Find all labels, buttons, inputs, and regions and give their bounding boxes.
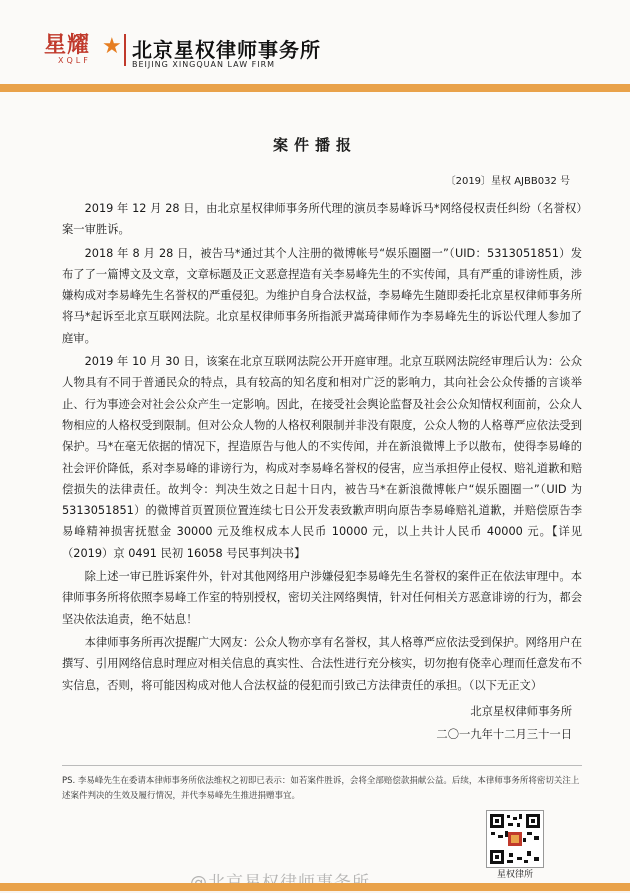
sign-date: 二〇一九年十二月三十一日 xyxy=(436,728,572,741)
firm-name-en: BEIJING XINGQUAN LAW FIRM xyxy=(132,60,276,69)
document-body xyxy=(62,198,582,698)
footer-divider xyxy=(62,765,582,766)
paragraph: 除上述一审已胜诉案件外，针对其他网络用户涉嫌侵犯李易峰先生名誉权的案件正在依法审理中。本律师事务所将依照李易峰工作室的特别授权，密切关注网络舆情，针对任何相关方恶意诽谤的行为，都会坚决依法追责，绝不姑息！ xyxy=(62,570,582,626)
postscript: PS. 李易峰先生在委请本律师事务所依法维权之初即已表示：如若案件胜诉，会将全部赔偿款捐献公益。后续，本律师事务所将密切关注上述案件判决的生效及履行情况，并代李易峰先生推进捐赠事宜。 xyxy=(62,776,580,801)
document-number: 〔2019〕星权 AJBB032 号 xyxy=(445,176,570,187)
firm-name-cn: 北京星权律师事务所 xyxy=(132,38,321,62)
logo-latin-text: XQLF xyxy=(58,56,91,65)
letterhead xyxy=(0,0,630,92)
qr-caption: 星权律所 xyxy=(496,870,533,880)
logo-chinese-text: 星耀 xyxy=(44,33,91,58)
signer: 北京星权律师事务所 xyxy=(470,705,572,718)
star-icon: ★ xyxy=(102,34,122,59)
footer-accent-bar xyxy=(0,883,630,891)
paragraph: 2019 年 12 月 28 日，由北京星权律师事务所代理的演员李易峰诉马*网络侵权责任纠纷（名誉权）案一审胜诉。 xyxy=(62,202,582,237)
qr-code[interactable] xyxy=(486,810,544,868)
header-accent-bar xyxy=(0,84,630,92)
firm-logo xyxy=(44,28,122,68)
logo-divider xyxy=(124,34,126,66)
paragraph: 2019 年 10 月 30 日，该案在北京互联网法院公开开庭审理。北京互联网法院经审理后认为：公众人物具有不同于普通民众的特点，具有较高的知名度和相对广泛的影响力，其向社会公众传播的言谈举止、行为事迹会对社会公众产生一定影响。因此，在接受社会舆论监督及社会公众知情权利面前，公众人物相应的人格权受到限制。但对公众人物的人格权利限制并非没有限度，公众人物的人格尊严应依法受到保护。马*在毫无依据的情况下，捏造原告与他人的不实传闻，并在新浪微博上予以散布，使得李易峰的社会评价降低，系对李易峰的诽谤行为，构成对李易峰名誉权的侵害，应当承担停止侵权、赔礼道歉和赔偿损失的法律责任。故判令：判决生效之日起十日内，被告马*在新浪微博帐户“娱乐圈圈一”（UID 为 5313051851）的微博首页置顶位置连续七日公开发表致歉声明向原告李易峰赔礼道歉，并赔偿原告李易峰精神损害抚慰金 30000 元及维权成本人民币 10000 元，以上共计人民币 40000 元。【详见（2019）京 0491 民初 16058 号民事判决书】 xyxy=(62,355,582,560)
qr-code-pattern xyxy=(487,811,543,867)
paragraph: 2018 年 8 月 28 日，被告马*通过其个人注册的微博帐号“娱乐圈圈一”（UID：5313051851）发布了了一篇博文及文章，文章标题及正文恶意捏造有关李易峰先生的不实传闻，具有严重的诽谤性质，涉嫌构成对李易峰先生名誉权的严重侵犯。为维护自身合法权益，李易峰先生随即委托北京星权律师事务所将马*起诉至北京互联网法院。北京星权律师事务所指派尹嵩琦律师作为李易峰先生的诉讼代理人参加了庭审。 xyxy=(62,246,582,345)
document-title: 案件播报 xyxy=(272,136,357,154)
paragraph: 本律师事务所再次提醒广大网友：公众人物亦享有名誉权，其人格尊严应依法受到保护。网络用户在撰写、引用网络信息时理应对相关信息的真实性、合法性进行充分核实，切勿抱有侥幸心理而任意发布不实信息，否则，将可能因构成对他人合法权益的侵犯而引致己方法律责任的承担。（以下无正文） xyxy=(62,635,582,692)
